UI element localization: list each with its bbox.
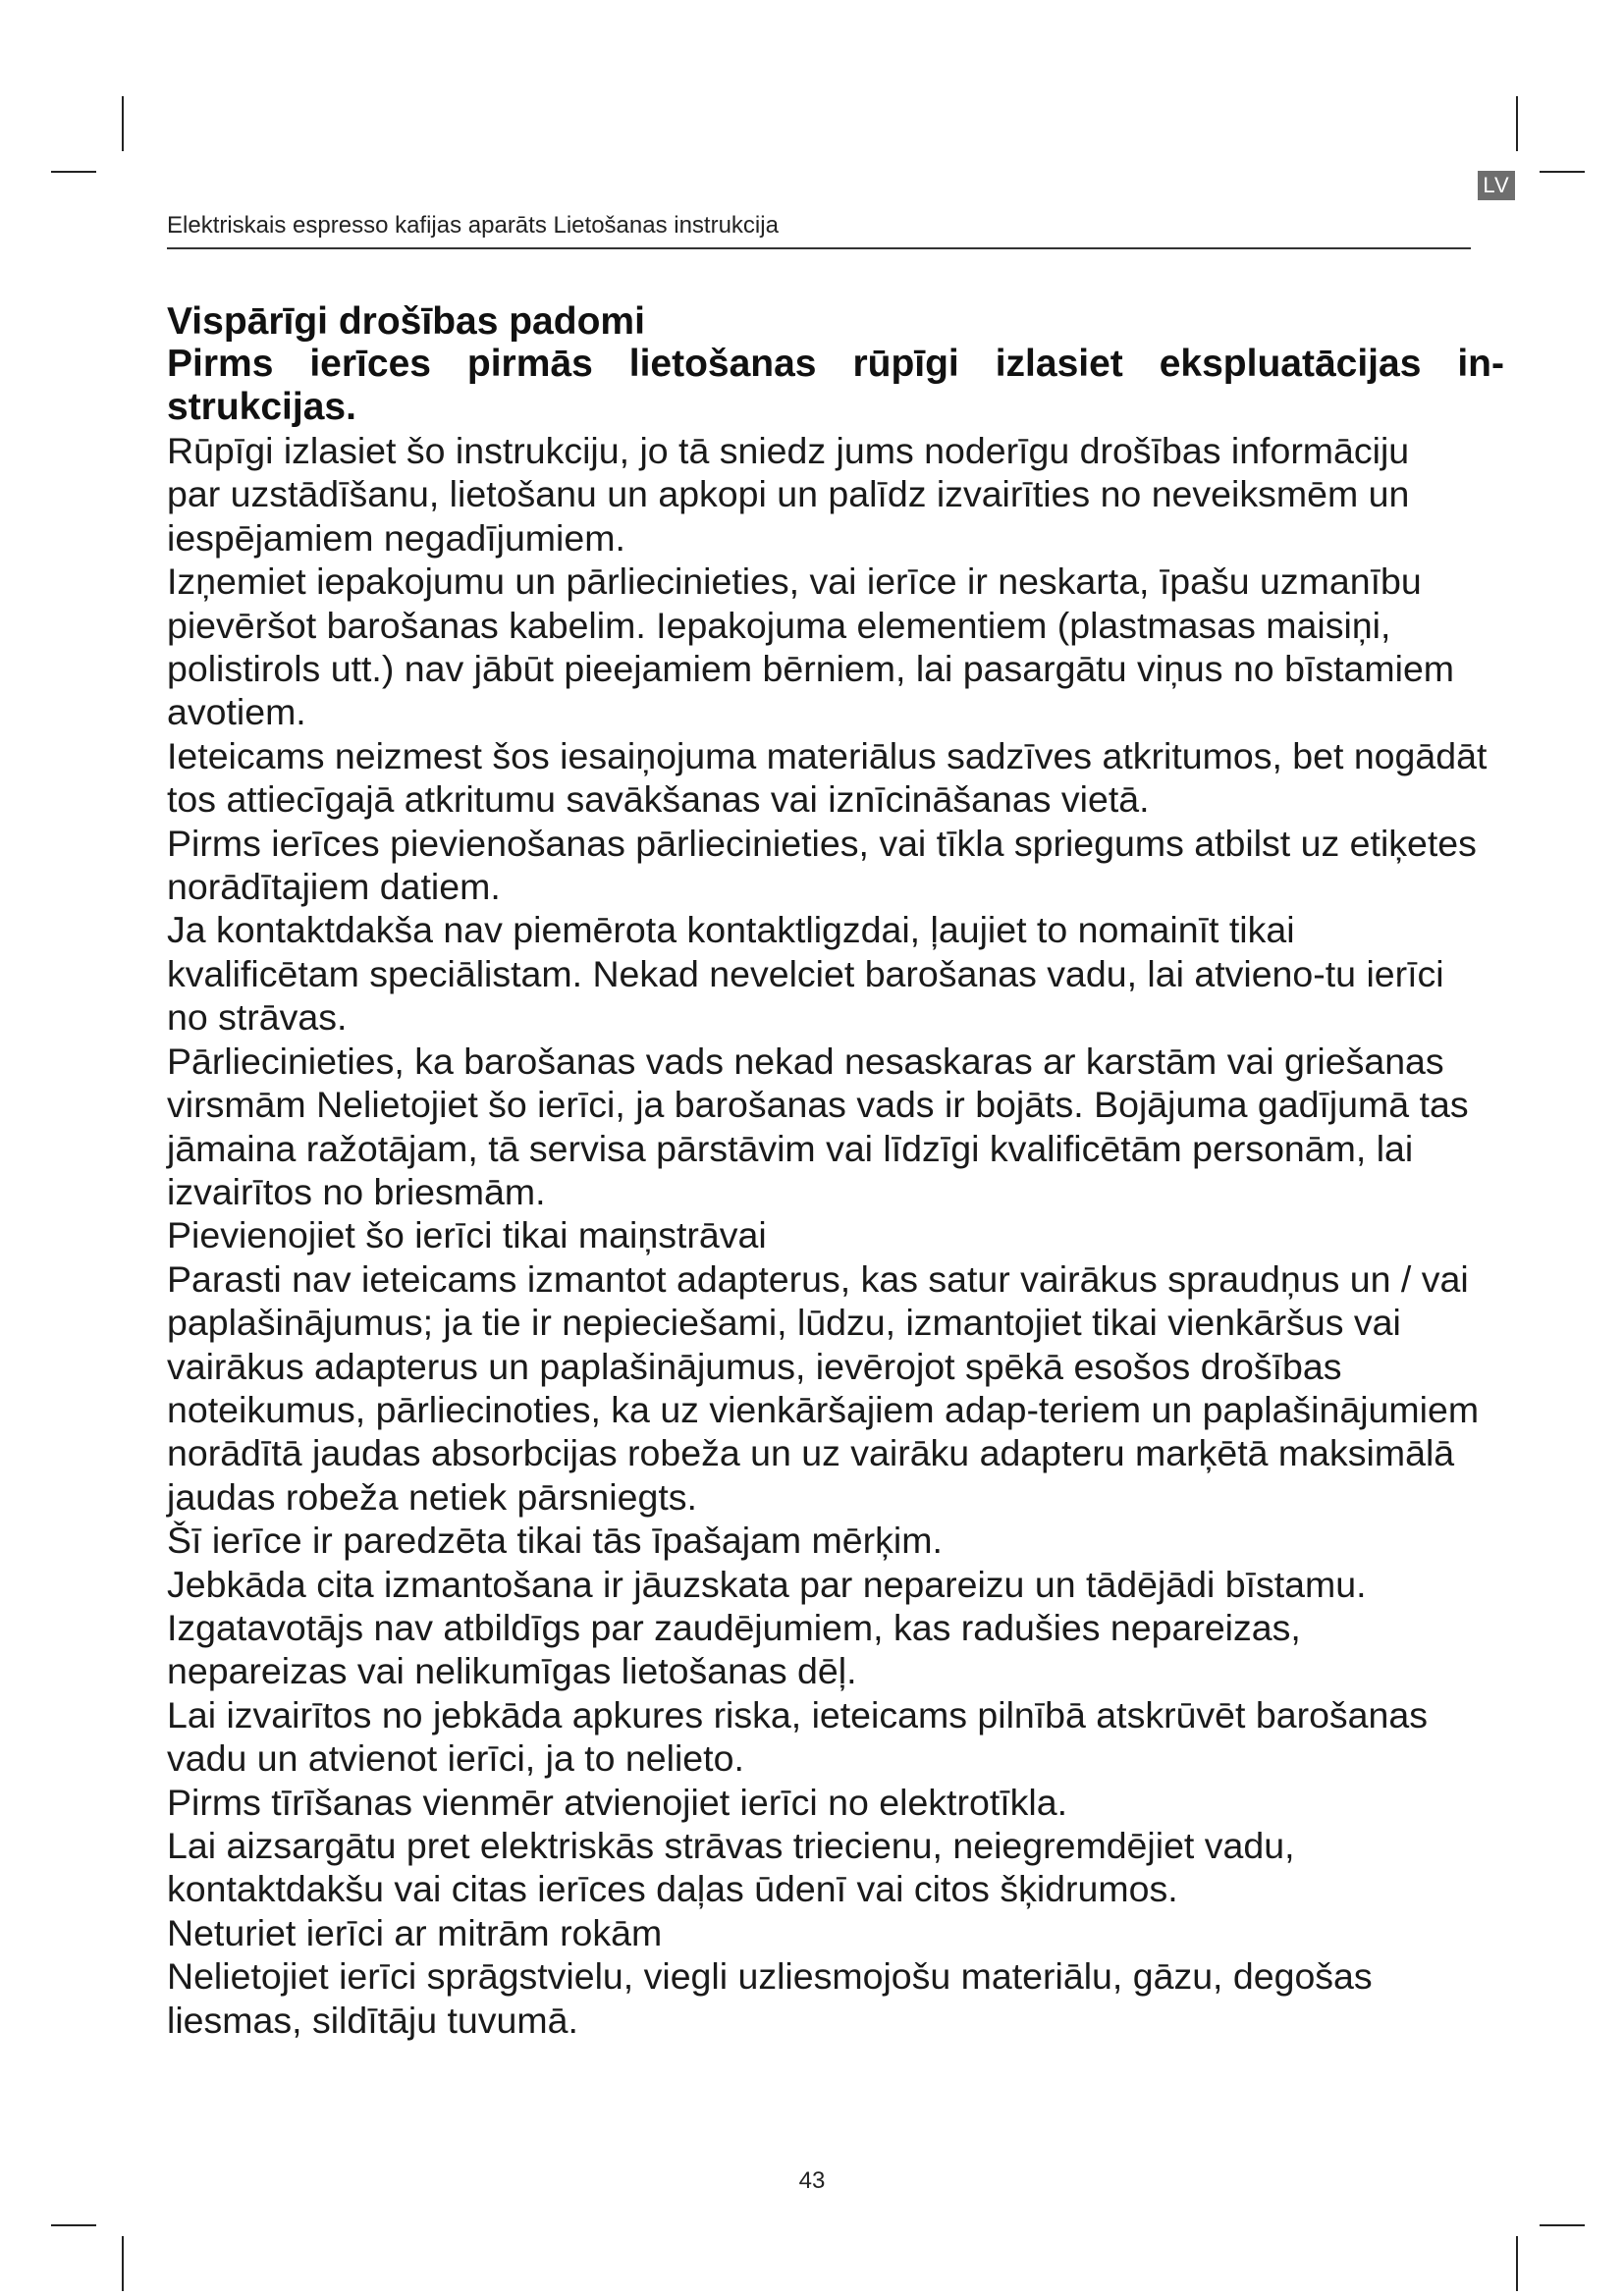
section-heading: Vispārīgi drošības padomi bbox=[167, 300, 645, 343]
paragraph-wet-hands: Neturiet ierīci ar mitrām rokām bbox=[167, 1911, 663, 1953]
crop-mark-bottom-right-horizontal bbox=[1540, 2224, 1585, 2226]
crop-mark-top-left-vertical bbox=[122, 96, 124, 151]
paragraph-ac-only: Pievienojiet šo ierīci tikai maiņstrāvai bbox=[167, 1214, 767, 1256]
crop-mark-top-right-horizontal bbox=[1540, 171, 1585, 173]
paragraph-packaging-disposal: Ieteicams neizmest šos iesaiņojuma materiālus sadzīves atkritumos, bet nogādāt tos attiecīgajā atkritumu savākšanas vai iznīcināšanas vietā. bbox=[167, 734, 1488, 821]
paragraph-unplug-when-unused: Lai izvairītos no jebkāda apkures riska, ieteicams pilnībā atskrūvēt barošanas vadu un atvienot ierīci, ja to nelieto. bbox=[167, 1693, 1428, 1780]
language-badge: LV bbox=[1478, 171, 1515, 200]
paragraph-voltage-check: Pirms ierīces pievienošanas pārliecinieties, vai tīkla spriegums atbilst uz etiķetes norādītajiem datiem. bbox=[167, 822, 1477, 908]
paragraph-unpacking: Izņemiet iepakojumu un pārliecinieties, vai ierīce ir neskarta, īpašu uzmanību pievēršot barošanas kabelim. Iepakojuma elementiem (plastmasas maisiņi, polistirols utt.) nav jābūt pieejamiem bērniem, lai pasargātu viņus no bīstamiem avotiem. bbox=[167, 561, 1455, 733]
page-number: 43 bbox=[798, 2167, 826, 2194]
paragraph-read-instructions: Rūpīgi izlasiet šo instrukciju, jo tā sniedz jums noderīgu drošības informāciju par uzstādīšanu, lietošanu un apkopi un palīdz izvairīties no neveiksmēm un iespējamiem negadījumiem. bbox=[167, 430, 1410, 559]
paragraph-no-immersion: Lai aizsargātu pret elektriskās strāvas triecienu, neiegremdējiet vadu, kontaktdakšu vai citas ierīces daļas ūdenī vai citos šķidrumos. bbox=[167, 1825, 1295, 1910]
crop-mark-top-left-horizontal bbox=[51, 171, 96, 173]
paragraph-plug-replacement: Ja kontaktdakša nav piemērota kontaktligzdai, ļaujiet to nomainīt tikai kvalificētam speciālistam. Nekad nevelciet barošanas vadu, lai atvieno-tu ierīci no strāvas. bbox=[167, 909, 1444, 1039]
crop-mark-top-right-vertical bbox=[1516, 96, 1518, 151]
safety-paragraphs bbox=[167, 429, 1522, 2042]
paragraph-power-cord-safety: Pārliecinieties, ka barošanas vads nekad nesaskaras ar karstām vai griešanas virsmām Nelietojiet šo ierīci, ja barošanas vads ir bojāts. Bojājuma gadījumā tas jāmaina ražotājam, tā servisa pārstāvim vai līdzīgi kvalificētām personām, lai izvairītos no briesmām. bbox=[167, 1040, 1469, 1212]
crop-mark-bottom-left-horizontal bbox=[51, 2224, 96, 2226]
crop-mark-bottom-right-vertical bbox=[1516, 2236, 1518, 2291]
document-header-title: Elektriskais espresso kafijas aparāts Lietošanas instrukcija bbox=[167, 212, 779, 239]
paragraph-hazardous-environment: Nelietojiet ierīci sprāgstvielu, viegli uzliesmojošu materiālu, gāzu, degošas liesmas, sildītāju tuvumā. bbox=[167, 1955, 1373, 2041]
paragraph-unplug-before-cleaning: Pirms tīrīšanas vienmēr atvienojiet ierīci no elektrotīkla. bbox=[167, 1781, 1068, 1823]
section-subheading-line-1: Pirms ierīces pirmās lietošanas rūpīgi izlasiet ekspluatācijas in- bbox=[167, 343, 1504, 385]
section-subheading-line-2: strukcijas. bbox=[167, 386, 356, 428]
paragraph-manufacturer-liability: Izgatavotājs nav atbildīgs par zaudējumiem, kas radušies nepareizas, nepareizas vai nelikumīgas lietošanas dēļ. bbox=[167, 1606, 1301, 1692]
crop-mark-bottom-left-vertical bbox=[122, 2236, 124, 2291]
page-content bbox=[167, 300, 1522, 2042]
paragraph-other-use: Jebkāda cita izmantošana ir jāuzskata par nepareizu un tādējādi bīstamu. bbox=[167, 1563, 1367, 1605]
paragraph-adapters: Parasti nav ieteicams izmantot adapterus, kas satur vairākus spraudņus un / vai paplašinājumus; ja tie ir nepieciešami, lūdzu, izmantojiet tikai vienkāršus vai vairākus adapterus un paplašinājumus, ievērojot spēkā esošos drošības noteikumus, pārliecinoties, ka uz vienkāršajiem adap-teriem un paplašinājumiem norādītā jaudas absorbcijas robeža un uz vairāku adapteru marķētā maksimālā jaudas robeža netiek pārsniegts. bbox=[167, 1257, 1480, 1518]
header-divider bbox=[167, 247, 1471, 249]
paragraph-intended-use: Šī ierīce ir paredzēta tikai tās īpašajam mērķim. bbox=[167, 1520, 943, 1562]
section-subheading bbox=[167, 343, 1522, 429]
